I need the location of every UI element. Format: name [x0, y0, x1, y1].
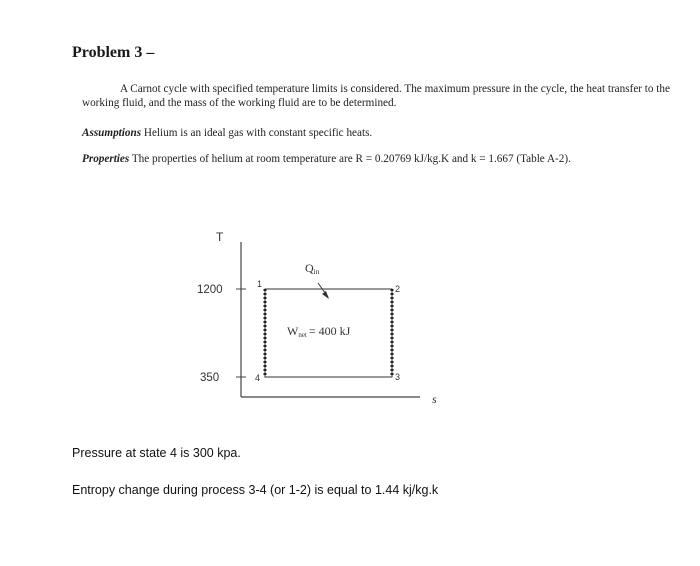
net-work-label	[287, 324, 351, 339]
s-axis-label: s	[432, 392, 437, 406]
problem-statement-text: A Carnot cycle with specified temperature limits is considered. The maximum pressure in the cycle, the heat transfer to the working fluid, and the mass of the working fluid are to be determined.	[82, 83, 670, 109]
net-work-value: = 400 kJ	[308, 324, 351, 338]
answer-entropy: Entropy change during process 3-4 (or 1-2) is equal to 1.44 kj/kg.k	[72, 483, 439, 497]
t-low-label: 350	[200, 372, 220, 384]
state-2-label: 2	[395, 284, 401, 294]
state-3-label: 3	[395, 372, 401, 382]
properties-label: Properties	[82, 153, 130, 165]
assumptions-label: Assumptions	[82, 127, 142, 139]
answer-pressure: Pressure at state 4 is 300 kpa.	[72, 446, 241, 460]
heat-in-main: Q	[305, 261, 314, 275]
net-work-main: W	[287, 324, 299, 338]
heat-in-arrowhead	[322, 291, 329, 299]
state-4-label: 4	[255, 373, 261, 383]
heat-in-label	[305, 261, 320, 276]
properties-text: The properties of helium at room temperature are R = 0.20769 kJ/kg.K and k = 1.667 (Table A-2).	[131, 153, 571, 165]
net-work-sub: net	[298, 331, 307, 339]
heat-in-sub: in	[313, 267, 320, 276]
t-high-label: 1200	[197, 284, 223, 296]
state-1-label: 1	[257, 279, 263, 289]
assumptions-text: Helium is an ideal gas with constant specific heats.	[143, 127, 373, 139]
problem-title: Problem 3 –	[72, 44, 155, 61]
t-axis-label: T	[216, 230, 224, 244]
